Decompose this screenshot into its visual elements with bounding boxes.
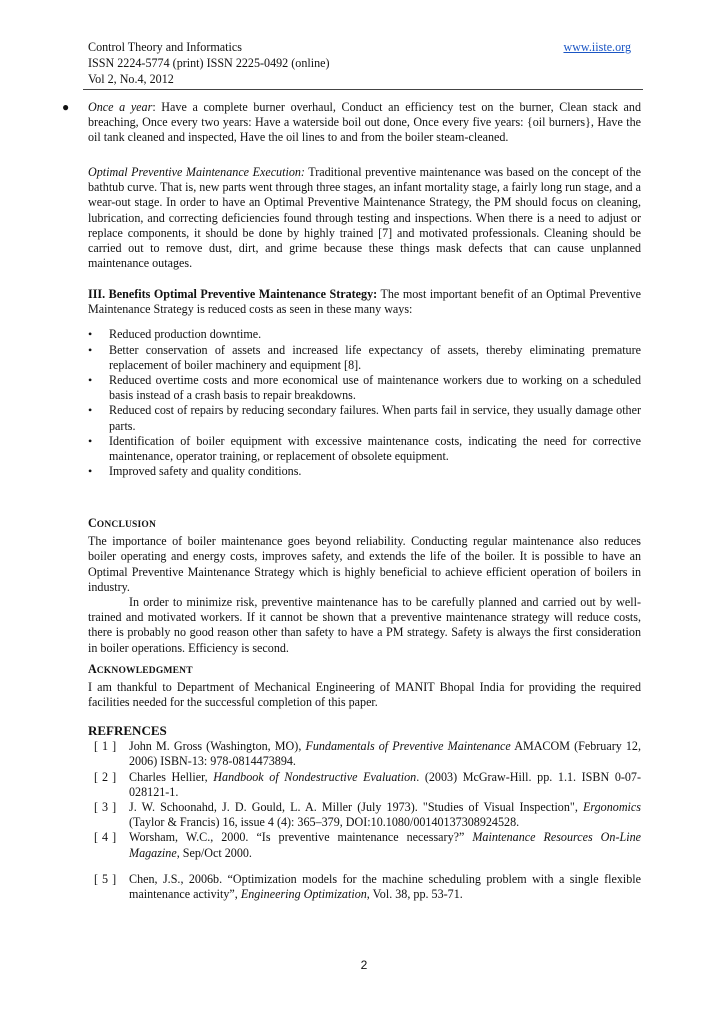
reference-item: [ 5 ] Chen, J.S., 2006b. “Optimization models for the machine scheduling problem with a single flexible maintenance activity”, Engineering Optimization, Vol. 38, pp. 53-71. <box>94 871 641 902</box>
reference-item: [ 2 ] Charles Hellier, Handbook of Nondestructive Evaluation. (2003) McGraw-Hill. pp. 1.1. ISBN 0-07-028121-1. <box>94 769 642 799</box>
list-item: • Better conservation of assets and increased life expectancy of assets, thereby eliminating premature replacement of boiler machinery and equipment [8]. <box>88 342 641 372</box>
references-heading: REFRENCES <box>88 723 167 738</box>
bullet-icon: ● <box>62 100 70 114</box>
journal-name: Control Theory and Informatics <box>88 40 242 54</box>
bullet-icon: • <box>88 342 93 357</box>
bullet-icon: • <box>88 464 93 479</box>
page-number: 2 <box>360 958 368 972</box>
reference-title: Maintenance Resources On-Line Magazine <box>129 830 641 860</box>
conclusion-paragraph-2: In order to minimize risk, preventive maintenance has to be carefully planned and carried out by well-trained and motivated workers. If it cannot be shown that a preventive maintenance strategy will reduce costs, there is probably no good reason other than safety to have a PM strategy. Safety is always the first consideration in boiler operations. Efficiency is second. <box>88 595 641 655</box>
schedule-text: : Have a complete burner overhaul, Conduct an efficiency test on the burner, Clean stack and breaching, Once every two years: Have a waterside boil out done, Once every five years: {oil burners}, Have the oil tank cleaned and inspected, Have the oil lines to and from the boiler steam-cleaned. <box>88 100 641 145</box>
conclusion-section <box>88 516 641 656</box>
reference-title: Engineering Optimization <box>240 887 367 902</box>
volume-line: Vol 2, No.4, 2012 <box>88 72 174 86</box>
conclusion-heading: CONCLUSION <box>88 516 157 530</box>
conclusion-paragraph-1: The importance of boiler maintenance goes beyond reliability. Conducting regular maintenance also reduces boiler operating and energy costs, improves safety, and extends the life of the boiler. It is possible to have an Optimal Preventive Maintenance Strategy which is highly beneficial to achieve efficient operation of boilers in industry. <box>88 534 641 594</box>
reference-item: [ 1 ] John M. Gross (Washington, MO), Fundamentals of Preventive Maintenance AMACOM (February 12, 2006) ISBN-13: 978-0814473894. <box>94 739 641 769</box>
execution-paragraph <box>88 165 641 271</box>
list-item: • Reduced production downtime. <box>88 327 262 342</box>
list-item: • Reduced overtime costs and more economical use of maintenance workers due to working on a scheduled basis instead of a crash basis to repair breakdowns. <box>88 373 641 403</box>
list-item: • Identification of boiler equipment with excessive maintenance costs, indicating the need for corrective maintenance, operator training, or replacement of obsolete equipment. <box>88 433 641 464</box>
reference-number: [ 4 ] <box>94 830 117 845</box>
reference-title: Handbook of Nondestructive Evaluation <box>213 769 417 784</box>
maintenance-schedule-bullet <box>62 100 641 146</box>
reference-number: [ 5 ] <box>94 871 117 886</box>
header-rule <box>83 89 643 90</box>
benefits-section <box>88 287 641 479</box>
reference-number: [ 1 ] <box>94 739 117 754</box>
issn-line: ISSN 2224-5774 (print) ISSN 2225-0492 (online) <box>88 56 330 70</box>
bullet-icon: • <box>88 403 93 418</box>
reference-number: [ 3 ] <box>94 800 117 815</box>
list-item: • Improved safety and quality conditions. <box>88 464 302 479</box>
acknowledgment-section <box>88 662 641 711</box>
execution-lead: Optimal Preventive Maintenance Execution: <box>88 165 305 179</box>
reference-title: Fundamentals of Preventive Maintenance <box>305 739 511 754</box>
acknowledgment-heading: ACKNOWLEDGMENT <box>88 662 193 676</box>
page-header <box>88 40 643 88</box>
schedule-lead: Once a year <box>88 100 153 114</box>
bullet-icon: • <box>88 433 93 448</box>
benefits-intro: The most important benefit of an Optimal Preventive Maintenance Strategy is reduced costs as seen in these many ways: <box>88 287 642 317</box>
benefits-list <box>88 327 641 479</box>
acknowledgment-text: I am thankful to Department of Mechanical Engineering of MANIT Bhopal India for providing the required facilities needed for the successful completion of this paper. <box>88 680 641 710</box>
reference-item: [ 3 ] J. W. Schoonahd, J. D. Gould, L. A. Miller (July 1973). "Studies of Visual Inspection", Ergonomics (Taylor & Francis) 16, issue 4 (4): 365–379, DOI:10.1080/00140137308924528. <box>94 800 641 830</box>
references-section <box>88 723 641 902</box>
reference-number: [ 2 ] <box>94 769 117 784</box>
benefits-heading: III. Benefits Optimal Preventive Maintenance Strategy: <box>88 287 378 301</box>
reference-item: [ 4 ] Worsham, W.C., 2000. “Is preventive maintenance necessary?” Maintenance Resources On-Line Magazine, Sep/Oct 2000. <box>94 830 641 860</box>
execution-text: Traditional preventive maintenance was based on the concept of the bathtub curve. That is, new parts went through three stages, an infant mortality stage, a fairly long run stage, and a wear-out stage. In order to have an Optimal Preventive Maintenance Strategy, the PM should focus on cleaning, lubrication, and correcting deficiencies found through testing and inspections. When there is a need to adjust or replace components, it should be done by highly trained [7] and motivated professionals. Cleaning should be carried out to remove dust, dirt, and grime because these things mask defects that can cause unplanned maintenance outages. <box>88 165 641 271</box>
journal-url-link[interactable]: www.iiste.org <box>563 40 631 54</box>
bullet-icon: • <box>88 373 93 388</box>
bullet-icon: • <box>88 327 93 342</box>
reference-title: Ergonomics <box>582 800 641 815</box>
list-item: • Reduced cost of repairs by reducing secondary failures. When parts fail in service, they usually damage other parts. <box>88 403 641 433</box>
